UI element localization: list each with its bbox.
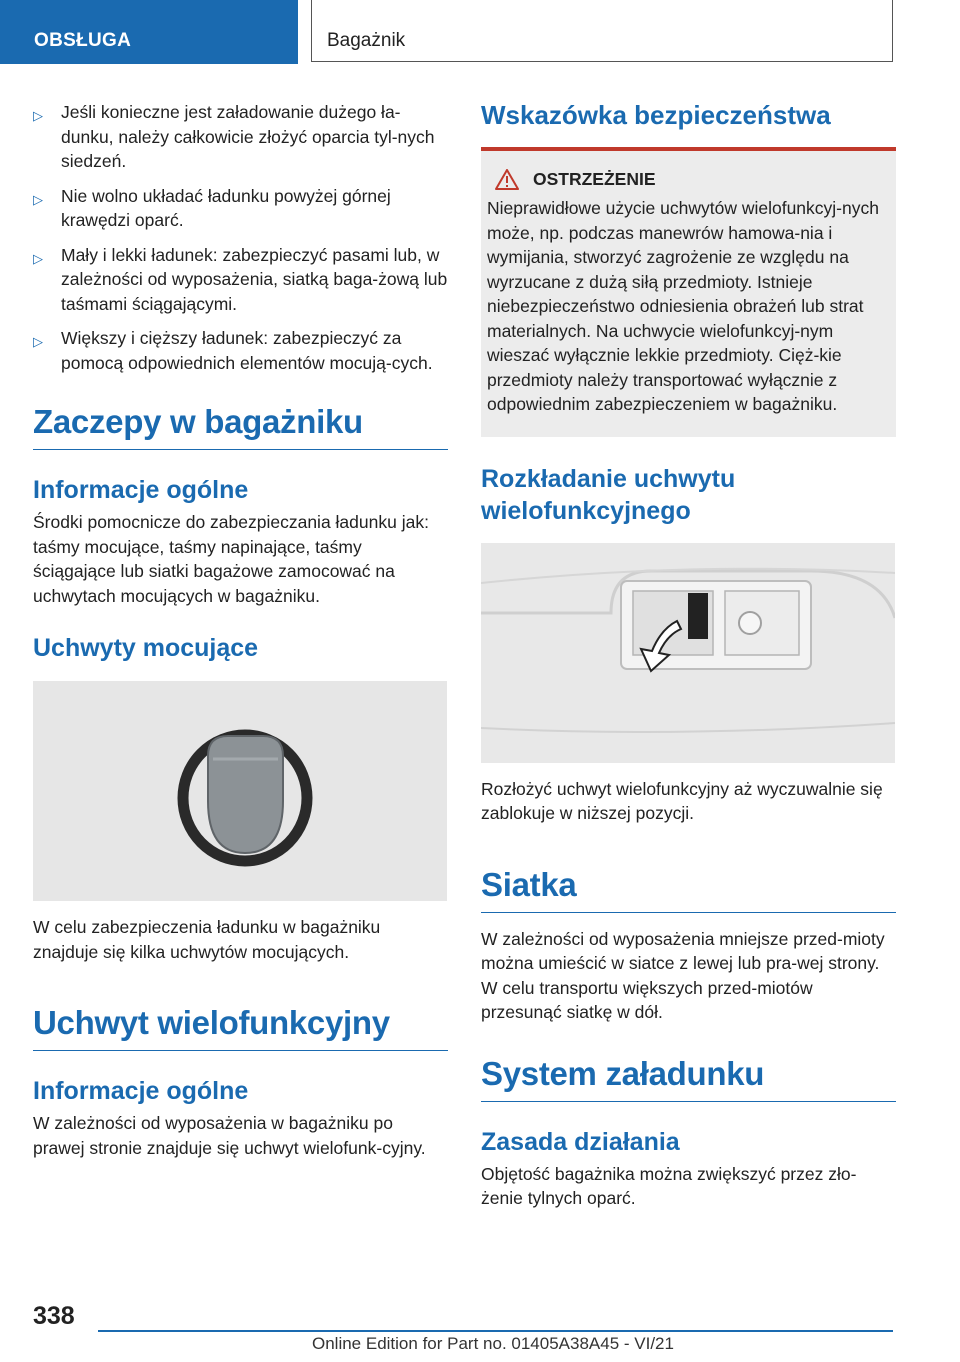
heading-zaczepy: Zaczepy w bagażniku bbox=[33, 403, 448, 450]
heading-uchwyty-mocujace: Uchwyty mocujące bbox=[33, 634, 259, 662]
footer-divider bbox=[98, 1330, 893, 1332]
bullet-item: ▷ Mały i lekki ładunek: zabezpieczyć pasami lub, w zależności od wyposażenia, siatką baga-żową lub taśmami ściągającymi. bbox=[33, 244, 448, 314]
heading-system-zaladunku: System załadunku bbox=[481, 1055, 896, 1102]
triangle-bullet-icon: ▷ bbox=[33, 334, 43, 349]
footer-edition: Online Edition for Part no. 01405A38A45 - VI/21 bbox=[312, 1334, 674, 1353]
warning-text: Nieprawidłowe użycie uchwytów wielofunkcyj-nych może, np. podczas manewrów hamowa-nia i wymijania, stworzyć zagrożenie ze względu na wyrzucane z dużą siłą przedmioty. Istnieje niebezpieczeństwo odniesienia obrażeń lub strat materialnych. Na uchwycie wielofunkcyj-nym wieszać wyłącznie lekkie przedmioty. Cięż-kie przedmioty należy transportować wyłącznie z odpowiednim zabezpieczeniem w bagażniku. bbox=[487, 198, 879, 414]
heading-uchwyt-wielofunkcyjny: Uchwyt wielofunkcyjny bbox=[33, 1004, 448, 1051]
heading-zasada-dzialania: Zasada działania bbox=[481, 1127, 680, 1156]
bullet-item: ▷ Nie wolno układać ładunku powyżej górnej krawędzi oparć. bbox=[33, 185, 391, 230]
heading-siatka: Siatka bbox=[481, 866, 896, 913]
safety-heading: Wskazówka bezpieczeństwa bbox=[481, 100, 896, 151]
siatka-text: W zależności od wyposażenia mniejsze przed-mioty można umieścić w siatce z lewej lub pra-wej strony. W celu transportu większych przed-miotów przesunąć siatkę w dół. bbox=[481, 928, 885, 1022]
triangle-bullet-icon: ▷ bbox=[33, 191, 43, 207]
chapter-title: Bagażnik bbox=[327, 30, 406, 51]
zaczepy-info-text: Środki pomocnicze do zabezpieczania ładunku jak: taśmy mocujące, taśmy napinające, taśmy ściągające lub siatki bagażowe zamocować na uchwytach mocujących w bagażniku. bbox=[33, 512, 429, 606]
page-number: 338 bbox=[33, 1302, 75, 1330]
system-text: Objętość bagażnika można zwiększyć przez zło-żenie tylnych oparć. bbox=[481, 1163, 857, 1208]
warning-header bbox=[495, 169, 890, 190]
multifunction-hook-image bbox=[481, 543, 895, 763]
right-column bbox=[481, 100, 896, 1211]
heading-informacje-ogolne: Informacje ogólne bbox=[33, 476, 249, 504]
heading-rozkladanie: Rozkładanie uchwytu wielofunkcyjnego bbox=[481, 464, 736, 525]
rozkladanie-text: Rozłożyć uchwyt wielofunkcyjny aż wyczuwalnie się zablokuje w niższej pozycji. bbox=[481, 778, 883, 823]
left-column bbox=[33, 100, 448, 1160]
triangle-bullet-icon: ▷ bbox=[33, 108, 43, 123]
bullet-item: ▷ Większy i cięższy ładunek: zabezpieczyć za pomocą odpowiednich elementów mocują-cych. bbox=[33, 328, 433, 373]
warning-box bbox=[481, 151, 896, 437]
chapter-header bbox=[311, 0, 893, 62]
triangle-bullet-icon: ▷ bbox=[33, 250, 43, 266]
tie-down-hook-image bbox=[33, 681, 447, 901]
uchwyty-text: W celu zabezpieczenia ładunku w bagażniku znajduje się kilka uchwytów mocujących. bbox=[33, 917, 381, 962]
warning-label: OSTRZEŻENIE bbox=[533, 169, 656, 189]
warning-triangle-icon bbox=[495, 169, 519, 190]
uchwyt-info-text: W zależności od wyposażenia w bagażniku po prawej stronie znajduje się uchwyt wielofunk-cyjny. bbox=[33, 1113, 426, 1158]
bullet-item: ▷ Jeśli konieczne jest załadowanie dużego ła-dunku, należy całkowicie złożyć oparcia tyl-nych siedzeń. bbox=[33, 102, 435, 171]
section-label: OBSŁUGA bbox=[34, 30, 132, 51]
heading-informacje-ogolne-2: Informacje ogólne bbox=[33, 1077, 249, 1105]
section-tab bbox=[0, 0, 298, 64]
